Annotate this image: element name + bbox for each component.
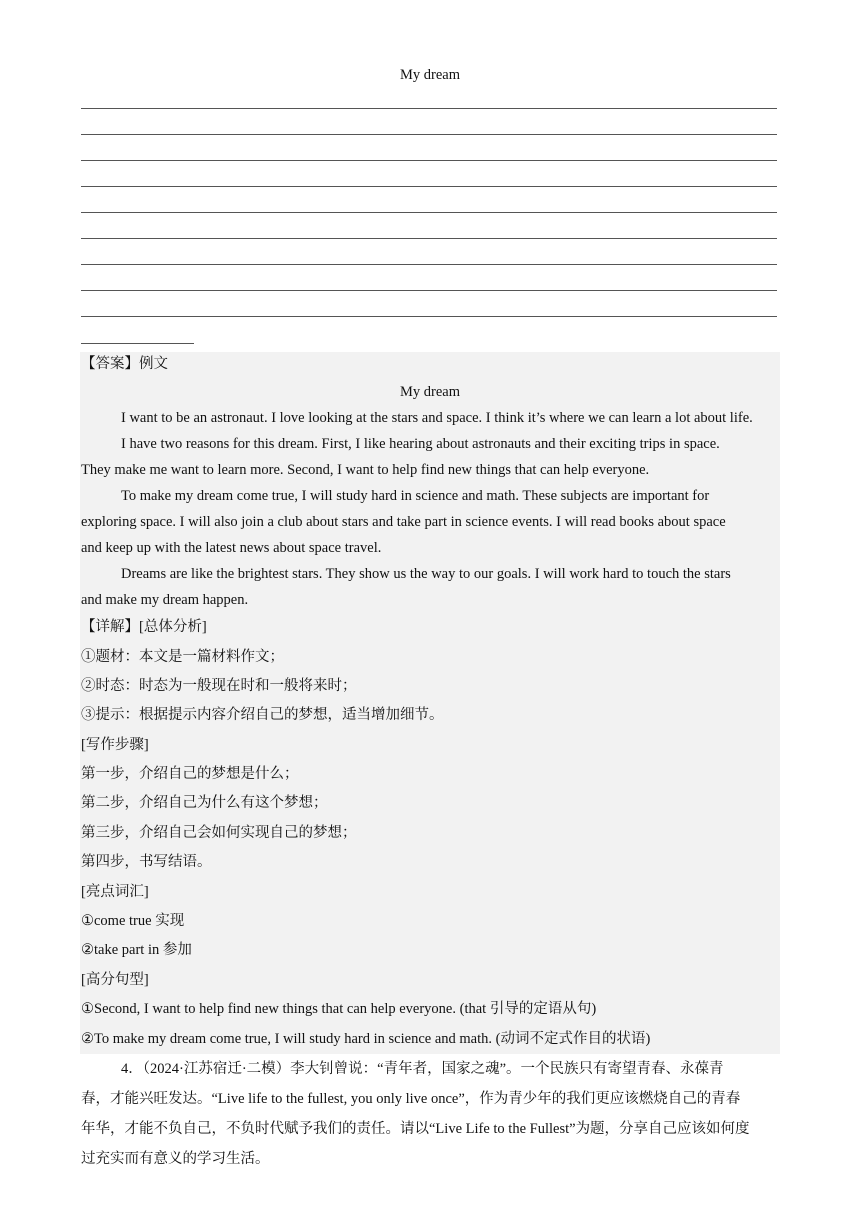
writing-line [81, 238, 777, 239]
writing-line [81, 316, 777, 317]
essay-title: My dream [400, 384, 460, 400]
page-title: My dream [400, 67, 460, 83]
writing-line [81, 160, 777, 161]
analysis-item: ③提示：根据提示内容介绍自己的梦想，适当增加细节。 [81, 707, 444, 723]
answer-header: 【答案】例文 [81, 356, 168, 372]
essay-line: and make my dream happen. [81, 592, 249, 608]
essay-line: I have two reasons for this dream. First, I like hearing about astronauts and their exciting trips in space. [121, 436, 720, 452]
question-line: 过充实而有意义的学习生活。 [81, 1151, 270, 1167]
analysis-item: ②时态：时态为一般现在时和一般将来时； [81, 678, 357, 694]
analysis-item: 第二步，介绍自己为什么有这个梦想； [81, 795, 328, 811]
analysis-subheader: [亮点词汇] [81, 884, 149, 900]
analysis-item: ①Second, I want to help find new things that can help everyone. (that 引导的定语从句) [81, 1001, 597, 1017]
question-line: 年华，才能不负自己，不负时代赋予我们的责任。请以“Live Life to the Fullest”为题，分享自己应该如何度 [81, 1121, 750, 1137]
writing-line [81, 264, 777, 265]
analysis-subheader: [高分句型] [81, 972, 149, 988]
analysis-item: ②To make my dream come true, I will study hard in science and math. (动词不定式作目的状语) [81, 1031, 651, 1047]
writing-line [81, 290, 777, 291]
essay-line: I want to be an astronaut. I love looking at the stars and space. I think it’s where we can learn a lot about life. [121, 410, 753, 426]
essay-line: They make me want to learn more. Second, I want to help find new things that can help everyone. [81, 462, 650, 478]
writing-line [81, 343, 194, 344]
writing-line [81, 134, 777, 135]
essay-line: exploring space. I will also join a club about stars and take part in science events. I will read books about space [81, 514, 726, 530]
analysis-subheader: [写作步骤] [81, 737, 149, 753]
analysis-item: ②take part in 参加 [81, 942, 192, 958]
writing-line [81, 108, 777, 109]
analysis-item: ①题材：本文是一篇材料作文； [81, 649, 284, 665]
question-line: 春，才能兴旺发达。“Live life to the fullest, you only live once”，作为青少年的我们更应该燃烧自己的青春 [81, 1091, 741, 1107]
essay-line: Dreams are like the brightest stars. They show us the way to our goals. I will work hard to touch the stars [121, 566, 731, 582]
analysis-header: 【详解】[总体分析] [81, 619, 207, 635]
essay-line: and keep up with the latest news about space travel. [81, 540, 382, 556]
analysis-item: 第四步，书写结语。 [81, 854, 212, 870]
analysis-item: 第一步，介绍自己的梦想是什么； [81, 766, 299, 782]
writing-line [81, 186, 777, 187]
writing-line [81, 212, 777, 213]
essay-line: To make my dream come true, I will study hard in science and math. These subjects are important for [121, 488, 710, 504]
question-line: 4．（2024·江苏宿迁·二模）李大钊曾说：“青年者，国家之魂”。一个民族只有寄望青春、永葆青 [121, 1061, 724, 1077]
analysis-item: 第三步，介绍自己会如何实现自己的梦想； [81, 825, 357, 841]
analysis-item: ①come true 实现 [81, 913, 185, 929]
